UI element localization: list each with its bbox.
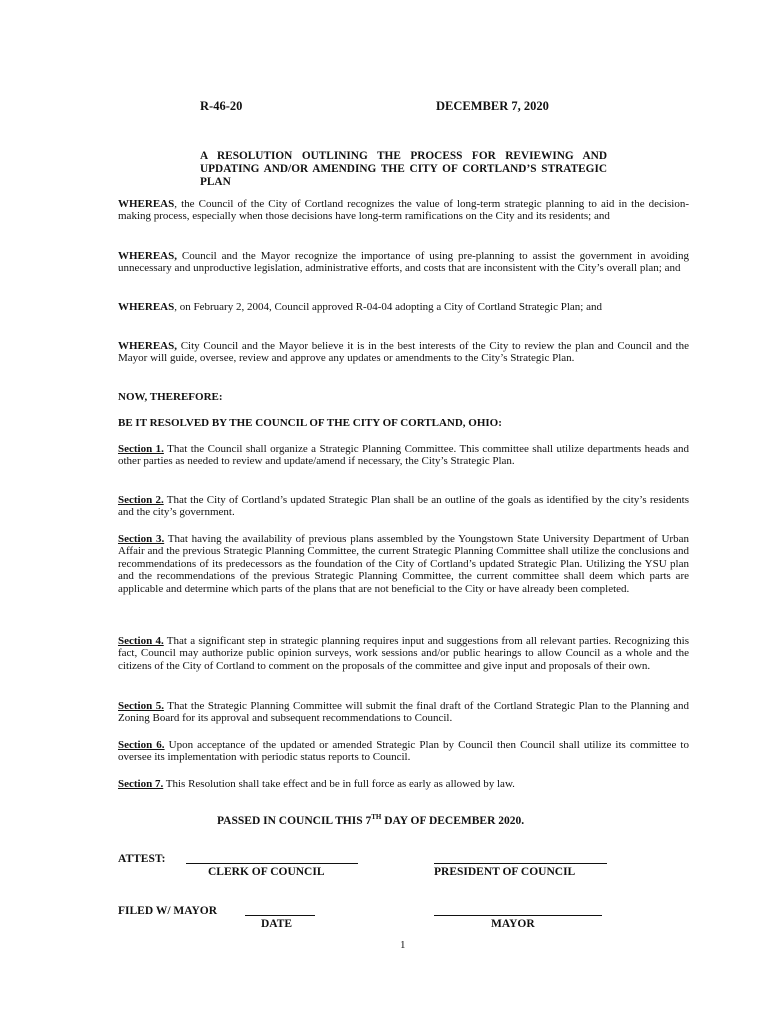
whereas-keyword: WHEREAS, bbox=[118, 340, 177, 352]
resolution-date: DECEMBER 7, 2020 bbox=[436, 99, 549, 113]
whereas-text: , the Council of the City of Cortland recognizes the value of long-term strategic planning to aid in the decision-making process, especially when those decisions have long-term ramifications on the City and its residents; and bbox=[118, 198, 689, 223]
whereas-text: Council and the Mayor recognize the importance of using pre-planning to assist the government in avoiding unnecessary and unproductive legislation, administrative efforts, and costs that are inconsistent with the City’s overall plan; and bbox=[118, 250, 689, 275]
whereas-clause-4 bbox=[118, 340, 689, 365]
date-line[interactable] bbox=[245, 905, 315, 916]
president-label: PRESIDENT OF COUNCIL bbox=[434, 866, 576, 878]
section-label: Section 5. bbox=[118, 700, 164, 712]
now-therefore: NOW, THEREFORE: bbox=[118, 391, 223, 403]
section-label: Section 3. bbox=[118, 533, 165, 545]
section-label: Section 7. bbox=[118, 778, 164, 790]
resolved-heading: BE IT RESOLVED BY THE COUNCIL OF THE CITY OF CORTLAND, OHIO: bbox=[118, 417, 502, 429]
whereas-text: City Council and the Mayor believe it is in the best interests of the City to review the plan and Council and the Mayor will guide, oversee, review and approve any updates or amendments to the City’s Strategic Plan. bbox=[118, 340, 689, 365]
section-4 bbox=[118, 635, 689, 672]
section-5 bbox=[118, 700, 689, 725]
section-text: This Resolution shall take effect and be in full force as early as allowed by law. bbox=[163, 778, 515, 790]
resolution-title: A RESOLUTION OUTLINING THE PROCESS FOR REVIEWING AND UPDATING AND/OR AMENDING THE CITY OF CORTLAND’S STRATEGIC PLAN bbox=[200, 150, 607, 188]
section-1 bbox=[118, 443, 689, 468]
date-label: DATE bbox=[261, 918, 293, 930]
mayor-signature-line[interactable] bbox=[434, 905, 602, 916]
section-text: That having the availability of previous plans assembled by the Youngstown State University Department of Urban Affair and the previous Strategic Planning Committee, the current Strategic Planning Committee shall utilize the conclusions and recommendations of its predecessors as the foundation of the City of Cortland’s updated Strategic Plan. Utilizing the YSU plan and the recommendations of the previous Strategic Planning Committee, the current committee shall deem which parts are applicable and determine which parts of the plans that are not beneficial to the City or have already been completed. bbox=[118, 533, 689, 595]
whereas-keyword: WHEREAS bbox=[118, 301, 175, 313]
section-6 bbox=[118, 739, 689, 764]
section-3 bbox=[118, 533, 689, 595]
clerk-signature-line[interactable] bbox=[186, 853, 358, 864]
whereas-keyword: WHEREAS bbox=[118, 198, 175, 210]
section-7 bbox=[118, 778, 689, 790]
resolution-number: R-46-20 bbox=[200, 99, 243, 113]
page-number: 1 bbox=[400, 939, 406, 951]
section-text: That the Strategic Planning Committee will submit the final draft of the Cortland Strategic Plan to the Planning and Zoning Board for its approval and subsequent recommendations to Council. bbox=[118, 700, 689, 725]
section-text: Upon acceptance of the updated or amended Strategic Plan by Council then Council shall utilize its committee to oversee its implementation with periodic status reports to Council. bbox=[118, 739, 689, 764]
section-text: That the Council shall organize a Strategic Planning Committee. This committee shall utilize departments heads and other parties as needed to review and update/amend if necessary, the City’s Strategic Plan. bbox=[118, 443, 689, 468]
whereas-clause-1 bbox=[118, 198, 689, 223]
section-label: Section 1. bbox=[118, 443, 164, 455]
section-label: Section 2. bbox=[118, 494, 164, 506]
section-text: That a significant step in strategic planning requires input and suggestions from all relevant parties. Recognizing this fact, Council may authorize public opinion surveys, work sessions and/or public hearings to allow Council as a whole and the citizens of the City of Cortland to comment on the proposals of the committee and give input and proposals of their own. bbox=[118, 635, 689, 672]
president-signature-line[interactable] bbox=[434, 853, 607, 864]
filed-label: FILED W/ MAYOR bbox=[118, 905, 218, 917]
clerk-label: CLERK OF COUNCIL bbox=[208, 866, 325, 878]
section-2 bbox=[118, 494, 689, 519]
section-label: Section 4. bbox=[118, 635, 164, 647]
section-text: That the City of Cortland’s updated Strategic Plan shall be an outline of the goals as identified by the city’s residents and the city’s government. bbox=[118, 494, 689, 519]
whereas-text: , on February 2, 2004, Council approved R-04-04 adopting a City of Cortland Strategic Plan; and bbox=[174, 301, 602, 313]
section-label: Section 6. bbox=[118, 739, 165, 751]
passed-statement: PASSED IN COUNCIL THIS 7TH DAY OF DECEMBER 2020. bbox=[217, 813, 525, 827]
mayor-label: MAYOR bbox=[491, 918, 535, 930]
attest-label: ATTEST: bbox=[118, 853, 166, 865]
whereas-keyword: WHEREAS, bbox=[118, 250, 177, 262]
whereas-clause-3 bbox=[118, 301, 689, 313]
whereas-clause-2 bbox=[118, 250, 689, 275]
